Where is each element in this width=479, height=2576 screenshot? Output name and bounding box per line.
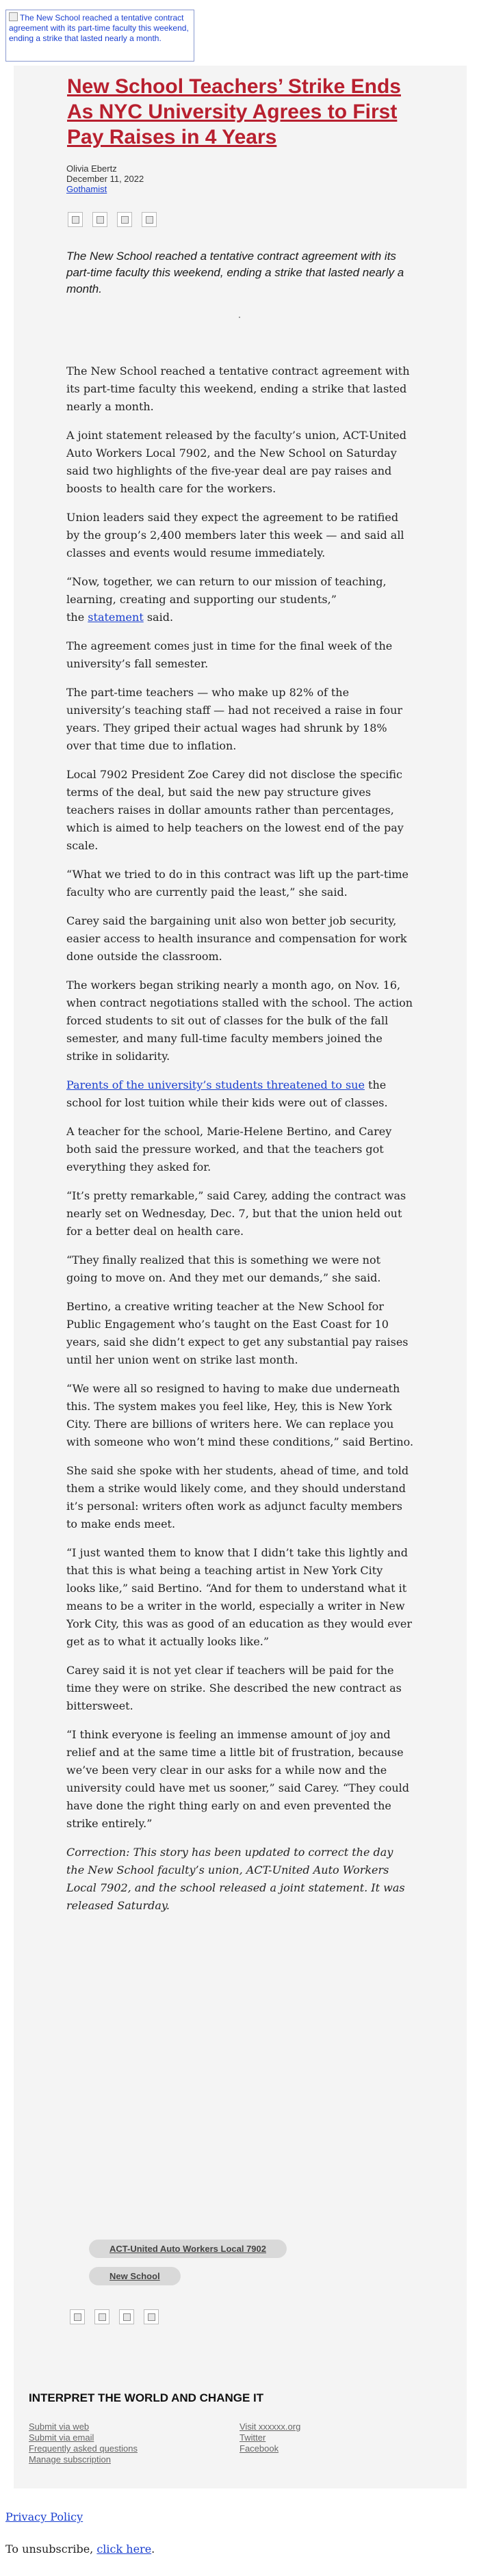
paragraph: The part-time teachers — who make up 82% of the university’s teaching staff — had not received a raise in four years. They griped their actual wages had shrunk by 18% over that time due to inflation.: [66, 686, 403, 752]
paragraph: The workers began striking nearly a month ago, on Nov. 16, when contract negotiations stalled with the school. The action forced students to sit out of classes for the bulk of the fall semester, and many full-time faculty members joined the strike in solidarity.: [66, 979, 413, 1063]
visit-site-link[interactable]: Visit xxxxxx.org: [240, 2421, 301, 2432]
paragraph: [66, 1076, 414, 1112]
article-body: [66, 362, 414, 1926]
paragraph: Carey said it is not yet clear if teachers will be paid for the time they were on strike. She described the new contract as bittersweet.: [66, 1664, 402, 1712]
article-headline[interactable]: New School Teachers’ Strike Ends As NYC University Agrees to First Pay Raises in 4 Years: [67, 75, 401, 148]
tag-list: [89, 2240, 363, 2294]
share-facebook-icon[interactable]: [70, 2309, 85, 2324]
paragraph: Local 7902 President Zoe Carey did not disclose the specific terms of the deal, but said the new pay structure gives teachers raises in dollar amounts rather than percentages, which is aimed to help teachers on the lowest end of the pay scale.: [66, 768, 404, 852]
paragraph: “I think everyone is feeling an immense amount of joy and relief and at the same time a little bit of frustration, because we’ve been very clear in our asks for a while now and the university could have met us sooner,” said Carey. “They could have done the right thing early on and even prevented the strike entirely.”: [66, 1728, 409, 1830]
header-image-alt-text: The New School reached a tentative contract agreement with its part-time faculty this weekend, ending a strike that lasted nearly a month.: [9, 13, 189, 43]
submit-email-link[interactable]: Submit via email: [29, 2432, 94, 2443]
footer-title: INTERPRET THE WORLD AND CHANGE IT: [29, 2391, 264, 2404]
share-twitter-icon[interactable]: [94, 2309, 109, 2324]
paragraph: [66, 573, 414, 626]
unsubscribe-end: .: [151, 2542, 155, 2555]
unsubscribe-text: To unsubscribe,: [5, 2542, 94, 2555]
footer-links-right: [240, 2421, 300, 2454]
quote-text: “Now, together, we can return to our mission of teaching, learning, creating and supporting our students,”: [66, 575, 387, 606]
unsubscribe-line: [5, 2542, 155, 2555]
paragraph-continuation: school for lost tuition while their kids were out of classes.: [66, 1096, 388, 1109]
paragraph: Bertino, a creative writing teacher at the New School for Public Engagement who’s taught on the East Coast for 10 years, said she didn’t expect to get any substantial pay raises until her union went on strike last month.: [66, 1300, 409, 1366]
share-icons-top: [68, 212, 166, 230]
unsubscribe-link[interactable]: click here: [96, 2542, 152, 2555]
twitter-link[interactable]: Twitter: [240, 2432, 266, 2443]
header-image-placeholder[interactable]: [5, 10, 194, 62]
facebook-link[interactable]: Facebook: [240, 2443, 279, 2454]
share-icons-bottom: [70, 2309, 168, 2327]
statement-prefix: the: [66, 611, 85, 624]
paragraph: The agreement comes just in time for the final week of the university’s fall semester.: [66, 639, 393, 670]
paragraph: The New School reached a tentative contract agreement with its part-time faculty this weekend, ending a strike that lasted nearly a month.: [66, 364, 410, 413]
statement-link[interactable]: statement: [88, 611, 144, 624]
author-name: Olivia Ebertz: [66, 163, 117, 174]
paragraph: “We were all so resigned to having to make due underneath this. The system makes you feel like, Hey, this is New York City. There are billions of writers here. We can replace you with someone who won’t mind these conditions,” said Bertino.: [66, 1382, 414, 1448]
paragraph: “What we tried to do in this contract was lift up the part-time faculty who are currently paid the least,” she said.: [66, 868, 409, 899]
paragraph: “I just wanted them to know that I didn’t take this lightly and that this is what being a teaching artist in New York City looks like,” said Bertino. “And for them to understand what it means to be a writer in the world, especially a writer in New York City, this was as good of an education as they would ever get as to what it actually looks like.”: [66, 1546, 412, 1648]
submit-web-link[interactable]: Submit via web: [29, 2421, 90, 2432]
paragraph: Carey said the bargaining unit also won better job security, easier access to health insurance and compensation for work done outside the classroom.: [66, 914, 407, 963]
share-twitter-icon[interactable]: [92, 212, 107, 227]
tag-act-uaw[interactable]: ACT-United Auto Workers Local 7902: [89, 2240, 287, 2258]
broken-image-icon: [9, 12, 18, 21]
share-facebook-icon[interactable]: [68, 212, 83, 227]
privacy-policy-link[interactable]: Privacy Policy: [5, 2510, 83, 2523]
footer-links-left: [29, 2421, 138, 2465]
parents-suffix: the: [368, 1078, 387, 1091]
publish-date: December 11, 2022: [66, 174, 144, 184]
article-dek: The New School reached a tentative contract agreement with its part-time faculty this weekend, ending a strike that lasted nearly a month.: [66, 250, 404, 295]
tag-new-school[interactable]: New School: [89, 2267, 181, 2285]
share-email-icon[interactable]: [119, 2309, 134, 2324]
paragraph: She said she spoke with her students, ahead of time, and told them a strike would likely come, and they should understand it’s personal: writers often work as adjunct faculty members to make ends meet.: [66, 1464, 409, 1530]
paragraph: Union leaders said they expect the agreement to be ratified by the group’s 2,400 members later this week — and said all classes and events would resume immediately.: [66, 511, 404, 559]
manage-subscription-link[interactable]: Manage subscription: [29, 2454, 111, 2465]
share-link-icon[interactable]: [144, 2309, 159, 2324]
byline: [66, 163, 144, 194]
paragraph: A teacher for the school, Marie-Helene Bertino, and Carey both said the pressure worked, and that the teachers got everything they asked for.: [66, 1125, 392, 1173]
paragraph: A joint statement released by the faculty’s union, ACT-United Auto Workers Local 7902, and the New School on Saturday said two highlights of the five-year deal are pay raises and boosts to health care for the workers.: [66, 429, 407, 495]
parents-lawsuit-link[interactable]: Parents of the university’s students threatened to sue: [66, 1078, 365, 1091]
faq-link[interactable]: Frequently asked questions: [29, 2443, 138, 2454]
correction-note: Correction: This story has been updated to correct the day the New School faculty’s union, ACT-United Auto Workers Local 7902, and the school released a joint statement. It was released Saturday.: [66, 1846, 405, 1912]
paragraph: “They finally realized that this is something we were not going to move on. And they met our demands,” she said.: [66, 1253, 381, 1284]
statement-suffix: said.: [146, 611, 174, 624]
paragraph: “It’s pretty remarkable,” said Carey, adding the contract was nearly set on Wednesday, Dec. 7, but that the union held out for a better deal on health care.: [66, 1189, 406, 1238]
separator-dot: [239, 317, 240, 318]
share-email-icon[interactable]: [117, 212, 132, 227]
share-link-icon[interactable]: [142, 212, 157, 227]
publication-link[interactable]: Gothamist: [66, 184, 107, 194]
